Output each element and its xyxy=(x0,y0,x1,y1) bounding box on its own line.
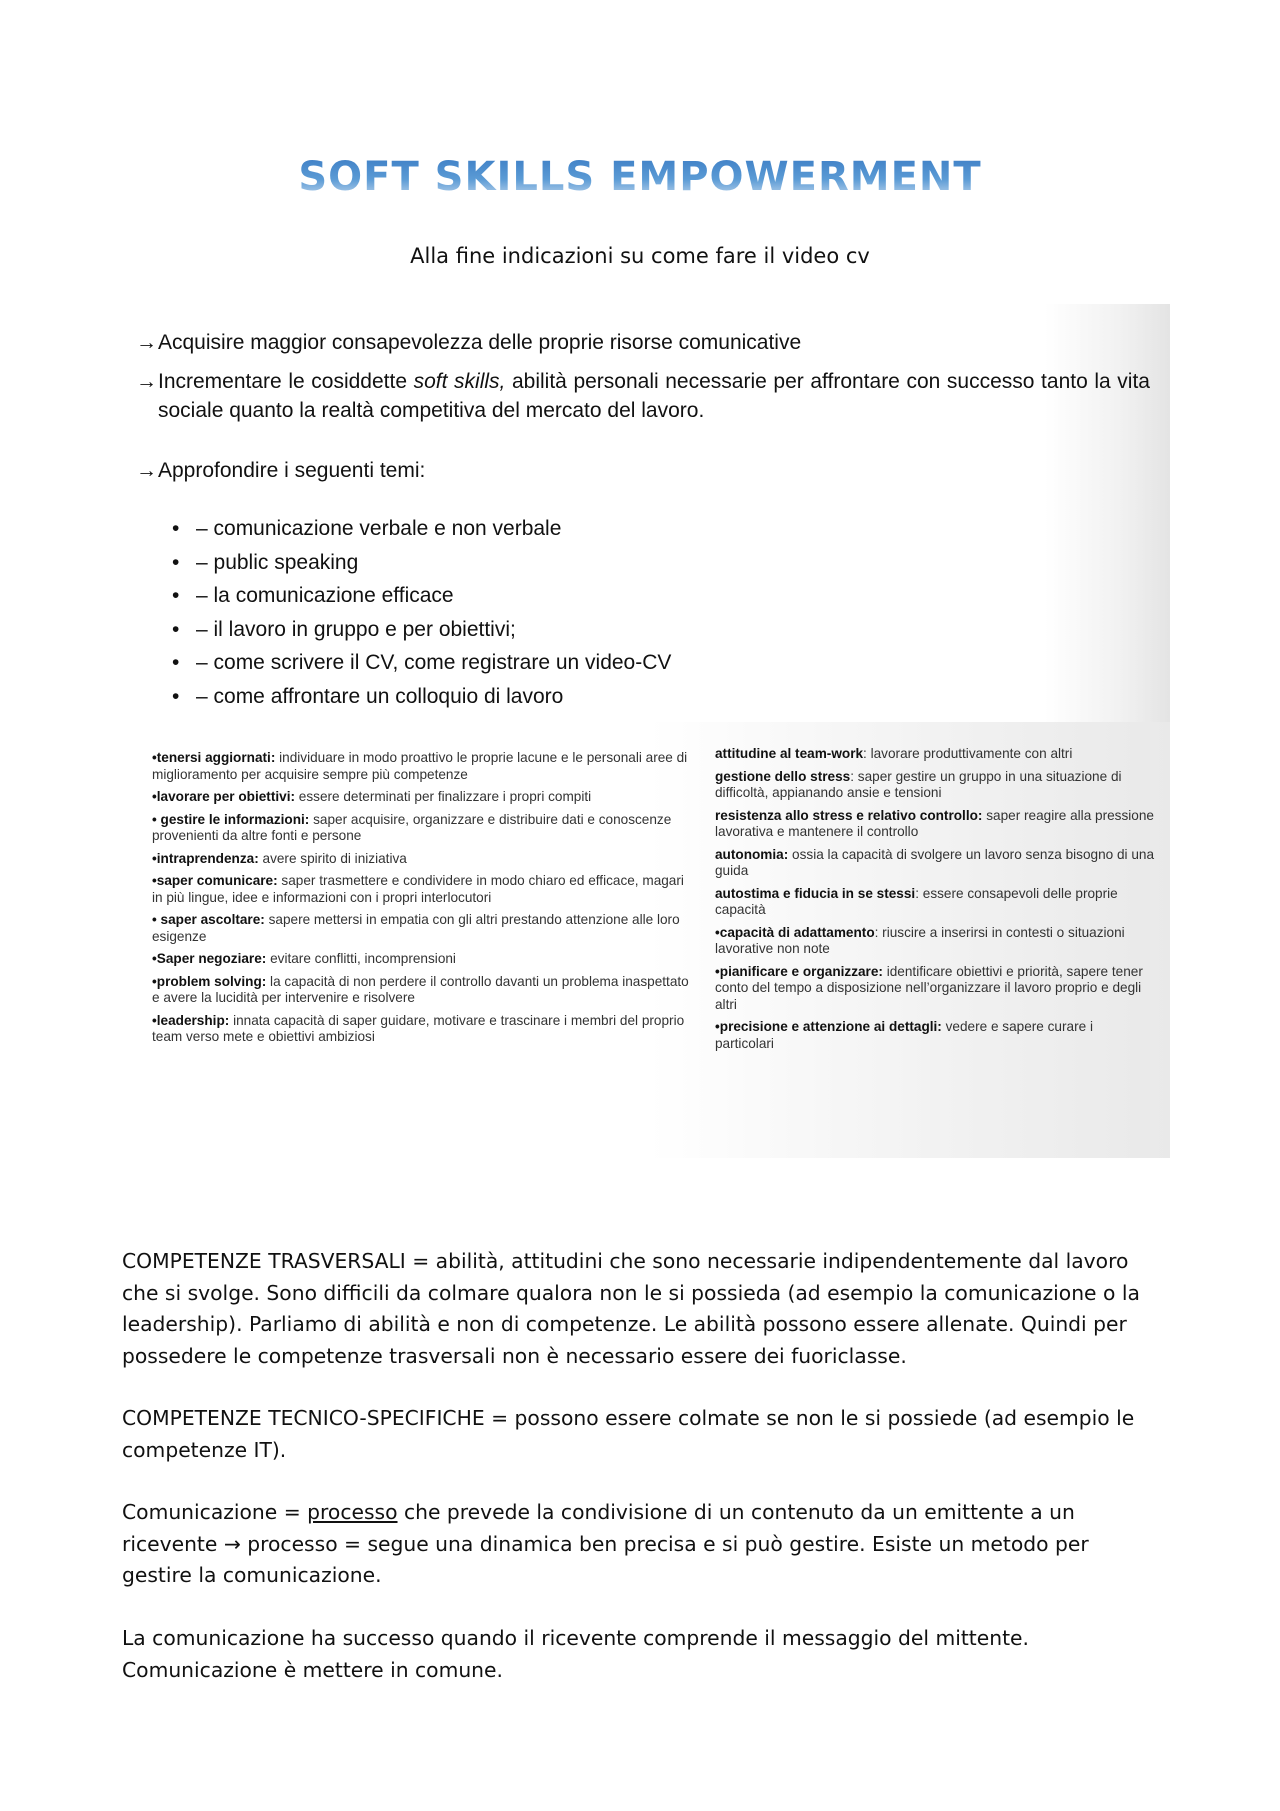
skill-item xyxy=(152,750,692,783)
bullet-icon: • xyxy=(172,651,180,675)
skill-term: gestione dello stress xyxy=(715,768,851,784)
topic-text: – la comunicazione efficace xyxy=(196,584,454,608)
skill-term: •leadership: xyxy=(152,1012,230,1028)
skill-description: innata capacità di saper guidare, motivare e trascinare i membri del proprio team verso mete e obiettivi ambiziosi xyxy=(152,1012,685,1044)
arrow-icon: → xyxy=(136,331,157,354)
topic-item xyxy=(172,680,671,714)
arrow-icon: → xyxy=(136,370,157,393)
skill-item xyxy=(715,808,1155,841)
skill-description: sapere mettersi in empatia con gli altri prestando attenzione alle loro esigenze xyxy=(152,912,680,944)
skill-description: : lavorare produttivamente con altri xyxy=(863,746,1073,761)
skill-description: essere determinati per finalizzare i propri compiti xyxy=(295,789,592,804)
topic-text: – come affrontare un colloquio di lavoro xyxy=(196,684,564,708)
skill-term: •pianificare e organizzare: xyxy=(715,963,883,979)
topic-text: – public speaking xyxy=(196,550,359,574)
skill-term: •lavorare per obiettivi: xyxy=(152,789,296,804)
skill-item xyxy=(152,812,692,845)
topic-item xyxy=(172,579,671,613)
skill-item xyxy=(152,1013,692,1046)
skill-term: • saper ascoltare: xyxy=(152,912,265,927)
skill-description: : saper gestire un gruppo in una situazione di difficoltà, appianando ansie e tensioni xyxy=(715,768,1122,800)
skill-item xyxy=(715,1019,1155,1052)
skill-description: : riuscire a inserirsi in contesti o situazioni lavorative non note xyxy=(715,924,1125,956)
skill-term: •precisione e attenzione ai dettagli: xyxy=(715,1019,942,1034)
skill-description: saper trasmettere e condividere in modo chiaro ed efficace, magari in più lingue, idee e informazioni con i propri interlocutori xyxy=(152,873,684,905)
skill-item xyxy=(715,886,1155,919)
skill-term: •capacità di adattamento xyxy=(715,924,875,940)
goal-awareness: → Acquisire maggior consapevolezza delle proprie risorse comunicative xyxy=(136,328,1150,357)
skill-item xyxy=(152,873,692,906)
topic-item xyxy=(172,512,671,546)
skills-column-left xyxy=(152,750,692,1052)
skill-description: individuare in modo proattivo le proprie lacune e le personali aree di miglioramento per acquisire sempre più competenze xyxy=(152,750,688,782)
topic-text: – come scrivere il CV, come registrare un video-CV xyxy=(196,651,672,675)
skill-description: vedere e sapere curare i particolari xyxy=(715,1019,1093,1051)
bullet-icon: • xyxy=(172,517,180,540)
skill-item xyxy=(152,912,692,945)
skill-item xyxy=(152,974,692,1007)
skill-description: : essere consapevoli delle proprie capacità xyxy=(715,885,1118,917)
topic-list xyxy=(172,512,671,714)
paragraph-competenze-tecniche: COMPETENZE TECNICO-SPECIFICHE = possono essere colmate se non le si possiede (ad esempio le competenze IT). xyxy=(122,1406,1135,1462)
skill-term: autonomia: xyxy=(715,846,789,862)
skill-term: •saper comunicare: xyxy=(152,873,278,888)
skill-item xyxy=(152,789,692,806)
topic-text: – il lavoro in gruppo e per obiettivi; xyxy=(196,617,516,641)
skill-term: • gestire le informazioni: xyxy=(152,811,310,827)
arrow-icon: → xyxy=(223,1531,241,1556)
bullet-icon: • xyxy=(172,684,180,708)
skill-description: ossia la capacità di svolgere un lavoro senza bisogno di una guida xyxy=(715,846,1155,878)
skill-item xyxy=(152,851,692,868)
skill-item xyxy=(715,964,1155,1014)
slide-image xyxy=(128,304,1170,1158)
paragraph-competenze-trasversali: COMPETENZE TRASVERSALI = abilità, attitudini che sono necessarie indipendentemente dal lavoro che si svolge. Sono difficili da colmare qualora non le si possieda (ad esempio la comunicazione o la leadership). Parliamo di abilità e non di competenze. Le abilità possono essere allenate. Quindi per possedere le competenze trasversali non è necessario essere dei fuoriclasse. xyxy=(122,1249,1140,1368)
skill-term: resistenza allo stress e relativo controllo: xyxy=(715,807,983,823)
document-title: SOFT SKILLS EMPOWERMENT xyxy=(0,154,1280,200)
skill-description: la capacità di non perdere il controllo davanti un problema inaspettato e avere la lucidità per intervenire e risolvere xyxy=(152,973,689,1005)
paragraph-comunicazione-successo: La comunicazione ha successo quando il ricevente comprende il messaggio del mittente. Comunicazione è mettere in comune. xyxy=(122,1626,1029,1682)
topic-text: – comunicazione verbale e non verbale xyxy=(196,517,562,540)
document-subtitle: Alla fine indicazioni su come fare il video cv xyxy=(410,244,870,268)
goal-topics: → Approfondire i seguenti temi: xyxy=(136,456,1150,485)
skill-term: •tenersi aggiornati: xyxy=(152,750,276,765)
skill-description: avere spirito di iniziativa xyxy=(258,850,407,866)
skill-item xyxy=(715,925,1155,958)
skill-item xyxy=(715,847,1155,880)
skill-description: identificare obiettivi e priorità, sapere tener conto del tempo a disposizione nell’organizzare il lavoro proprio e degli altri xyxy=(715,963,1143,1012)
skill-description: saper reagire alla pressione lavorativa e mantenere il controllo xyxy=(715,807,1154,839)
skill-term: •problem solving: xyxy=(152,973,267,989)
skill-term: autostima e fiducia in se stessi xyxy=(715,885,916,901)
skill-description: saper acquisire, organizzare e distribuire dati e conoscenze provenienti da altre fonti e persone xyxy=(152,811,672,843)
topic-item xyxy=(172,613,671,647)
skill-term: •intraprendenza: xyxy=(152,850,259,866)
skill-item xyxy=(152,951,692,968)
skill-description: evitare conflitti, incomprensioni xyxy=(266,951,456,966)
bullet-icon: • xyxy=(172,550,180,574)
arrow-icon: → xyxy=(136,459,157,482)
bullet-icon: • xyxy=(172,584,180,608)
goal-soft-skills: → Incrementare le cosiddette soft skills, abilità personali necessarie per affrontare con successo tanto la vita sociale quanto la realtà competitiva del mercato del lavoro. xyxy=(136,367,1150,425)
skill-item xyxy=(715,769,1155,802)
bullet-icon: • xyxy=(172,617,180,641)
paragraph-comunicazione-processo: Comunicazione = processo che prevede la condivisione di un contenuto da un emittente a un ricevente → processo = segue una dinamica ben precisa e si può gestire. Esiste un metodo per gestire la comunicazione. xyxy=(122,1500,1089,1587)
topic-item xyxy=(172,646,671,680)
skill-term: attitudine al team-work xyxy=(715,746,864,761)
topic-item xyxy=(172,546,671,580)
skill-item xyxy=(715,746,1155,763)
skill-term: •Saper negoziare: xyxy=(152,951,267,966)
underlined-term: processo xyxy=(307,1500,398,1524)
skills-column-right xyxy=(715,746,1155,1058)
